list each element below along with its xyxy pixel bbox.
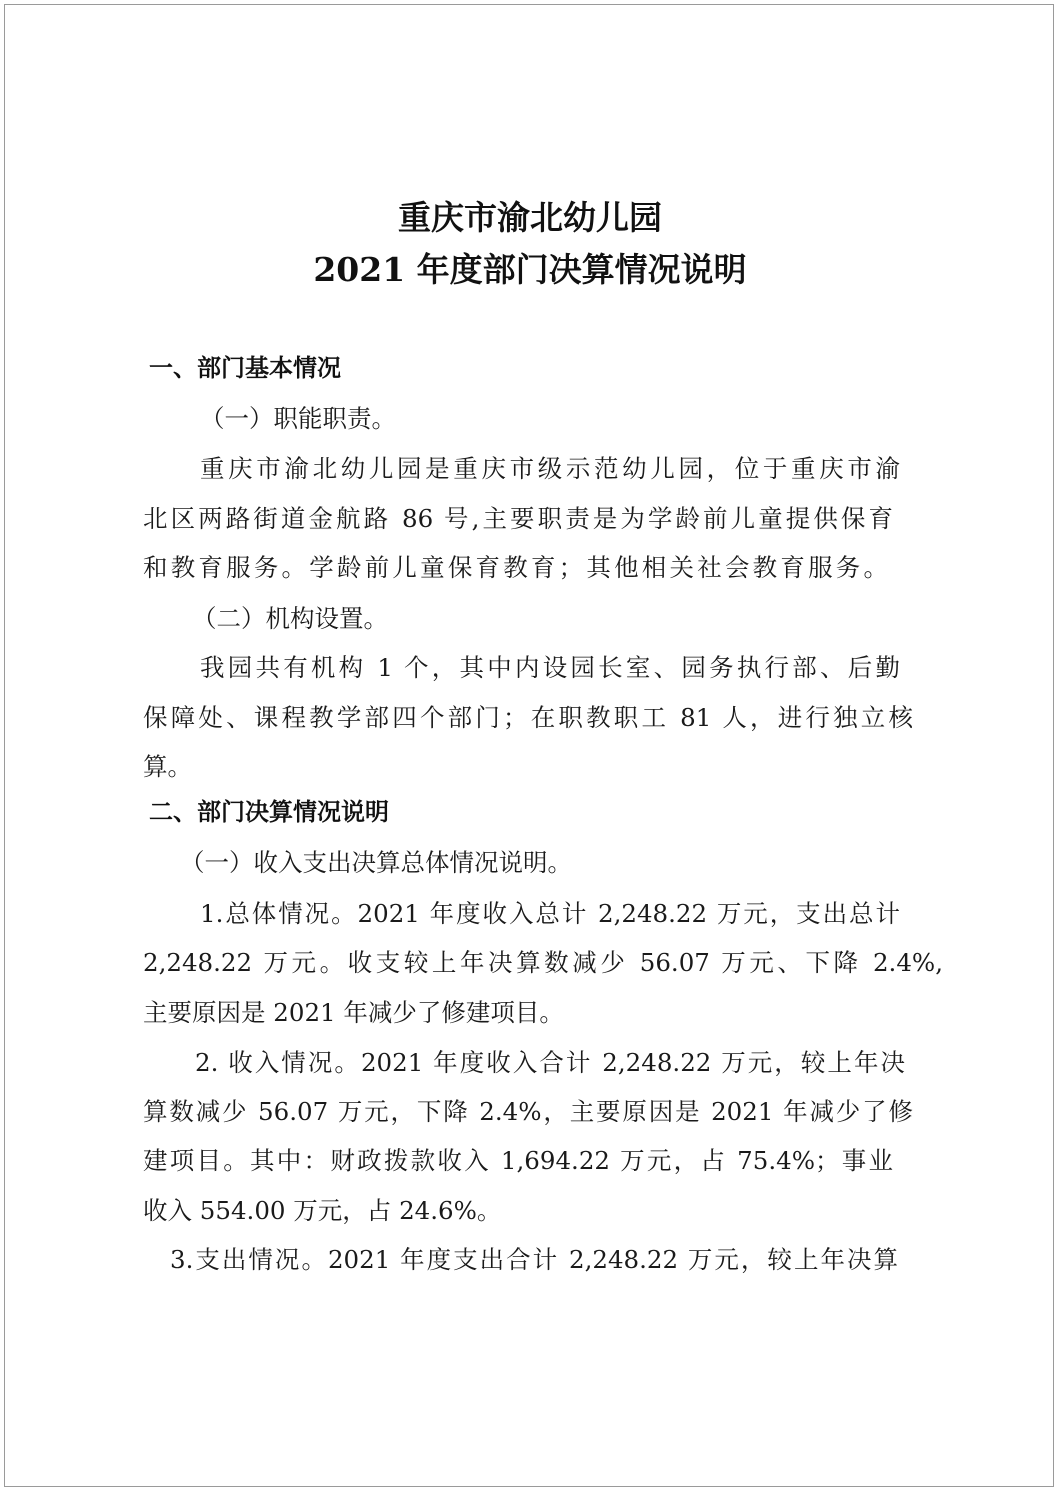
paragraph-line: 保障处、课程教学部四个部门；在职教职工 81 人，进行独立核 [143, 703, 913, 732]
paragraph-line: 北区两路街道金航路 86 号,主要职责是为学龄前儿童提供保育 [143, 504, 893, 533]
subsection-heading-duties: （一）职能职责。 [200, 404, 396, 433]
paragraph-line: 重庆市渝北幼儿园是重庆市级示范幼儿园，位于重庆市渝 [200, 454, 900, 483]
section-heading-final-accounts: 二、部门决算情况说明 [149, 798, 389, 826]
subsection-heading-organization: （二）机构设置。 [192, 604, 388, 633]
paragraph-line: 2,248.22 万元。收支较上年决算数减少 56.07 万元、下降 2.4%, [143, 948, 943, 977]
document-subtitle: 2021 年度部门决算情况说明 [313, 250, 747, 289]
subsection-heading-overall: （一）收入支出决算总体情况说明。 [180, 848, 572, 877]
paragraph-line: 主要原因是 2021 年减少了修建项目。 [143, 998, 564, 1027]
document-title: 重庆市渝北幼儿园 [398, 198, 662, 237]
paragraph-line: 收入 554.00 万元，占 24.6%。 [143, 1196, 502, 1225]
paragraph-line: 1.总体情况。2021 年度收入总计 2,248.22 万元，支出总计 [200, 899, 900, 928]
section-heading-basic-info: 一、部门基本情况 [149, 354, 341, 382]
paragraph-line: 2. 收入情况。2021 年度收入合计 2,248.22 万元，较上年决 [195, 1048, 905, 1077]
paragraph-line: 算数减少 56.07 万元，下降 2.4%，主要原因是 2021 年减少了修 [143, 1097, 913, 1126]
paragraph-line: 算。 [143, 752, 192, 781]
paragraph-line: 和教育服务。学龄前儿童保育教育；其他相关社会教育服务。 [143, 553, 888, 582]
paragraph-line: 我园共有机构 1 个，其中内设园长室、园务执行部、后勤 [200, 653, 900, 682]
paragraph-line: 3.支出情况。2021 年度支出合计 2,248.22 万元，较上年决算 [170, 1245, 898, 1274]
paragraph-line: 建项目。其中：财政拨款收入 1,694.22 万元，占 75.4%；事业 [143, 1146, 893, 1175]
